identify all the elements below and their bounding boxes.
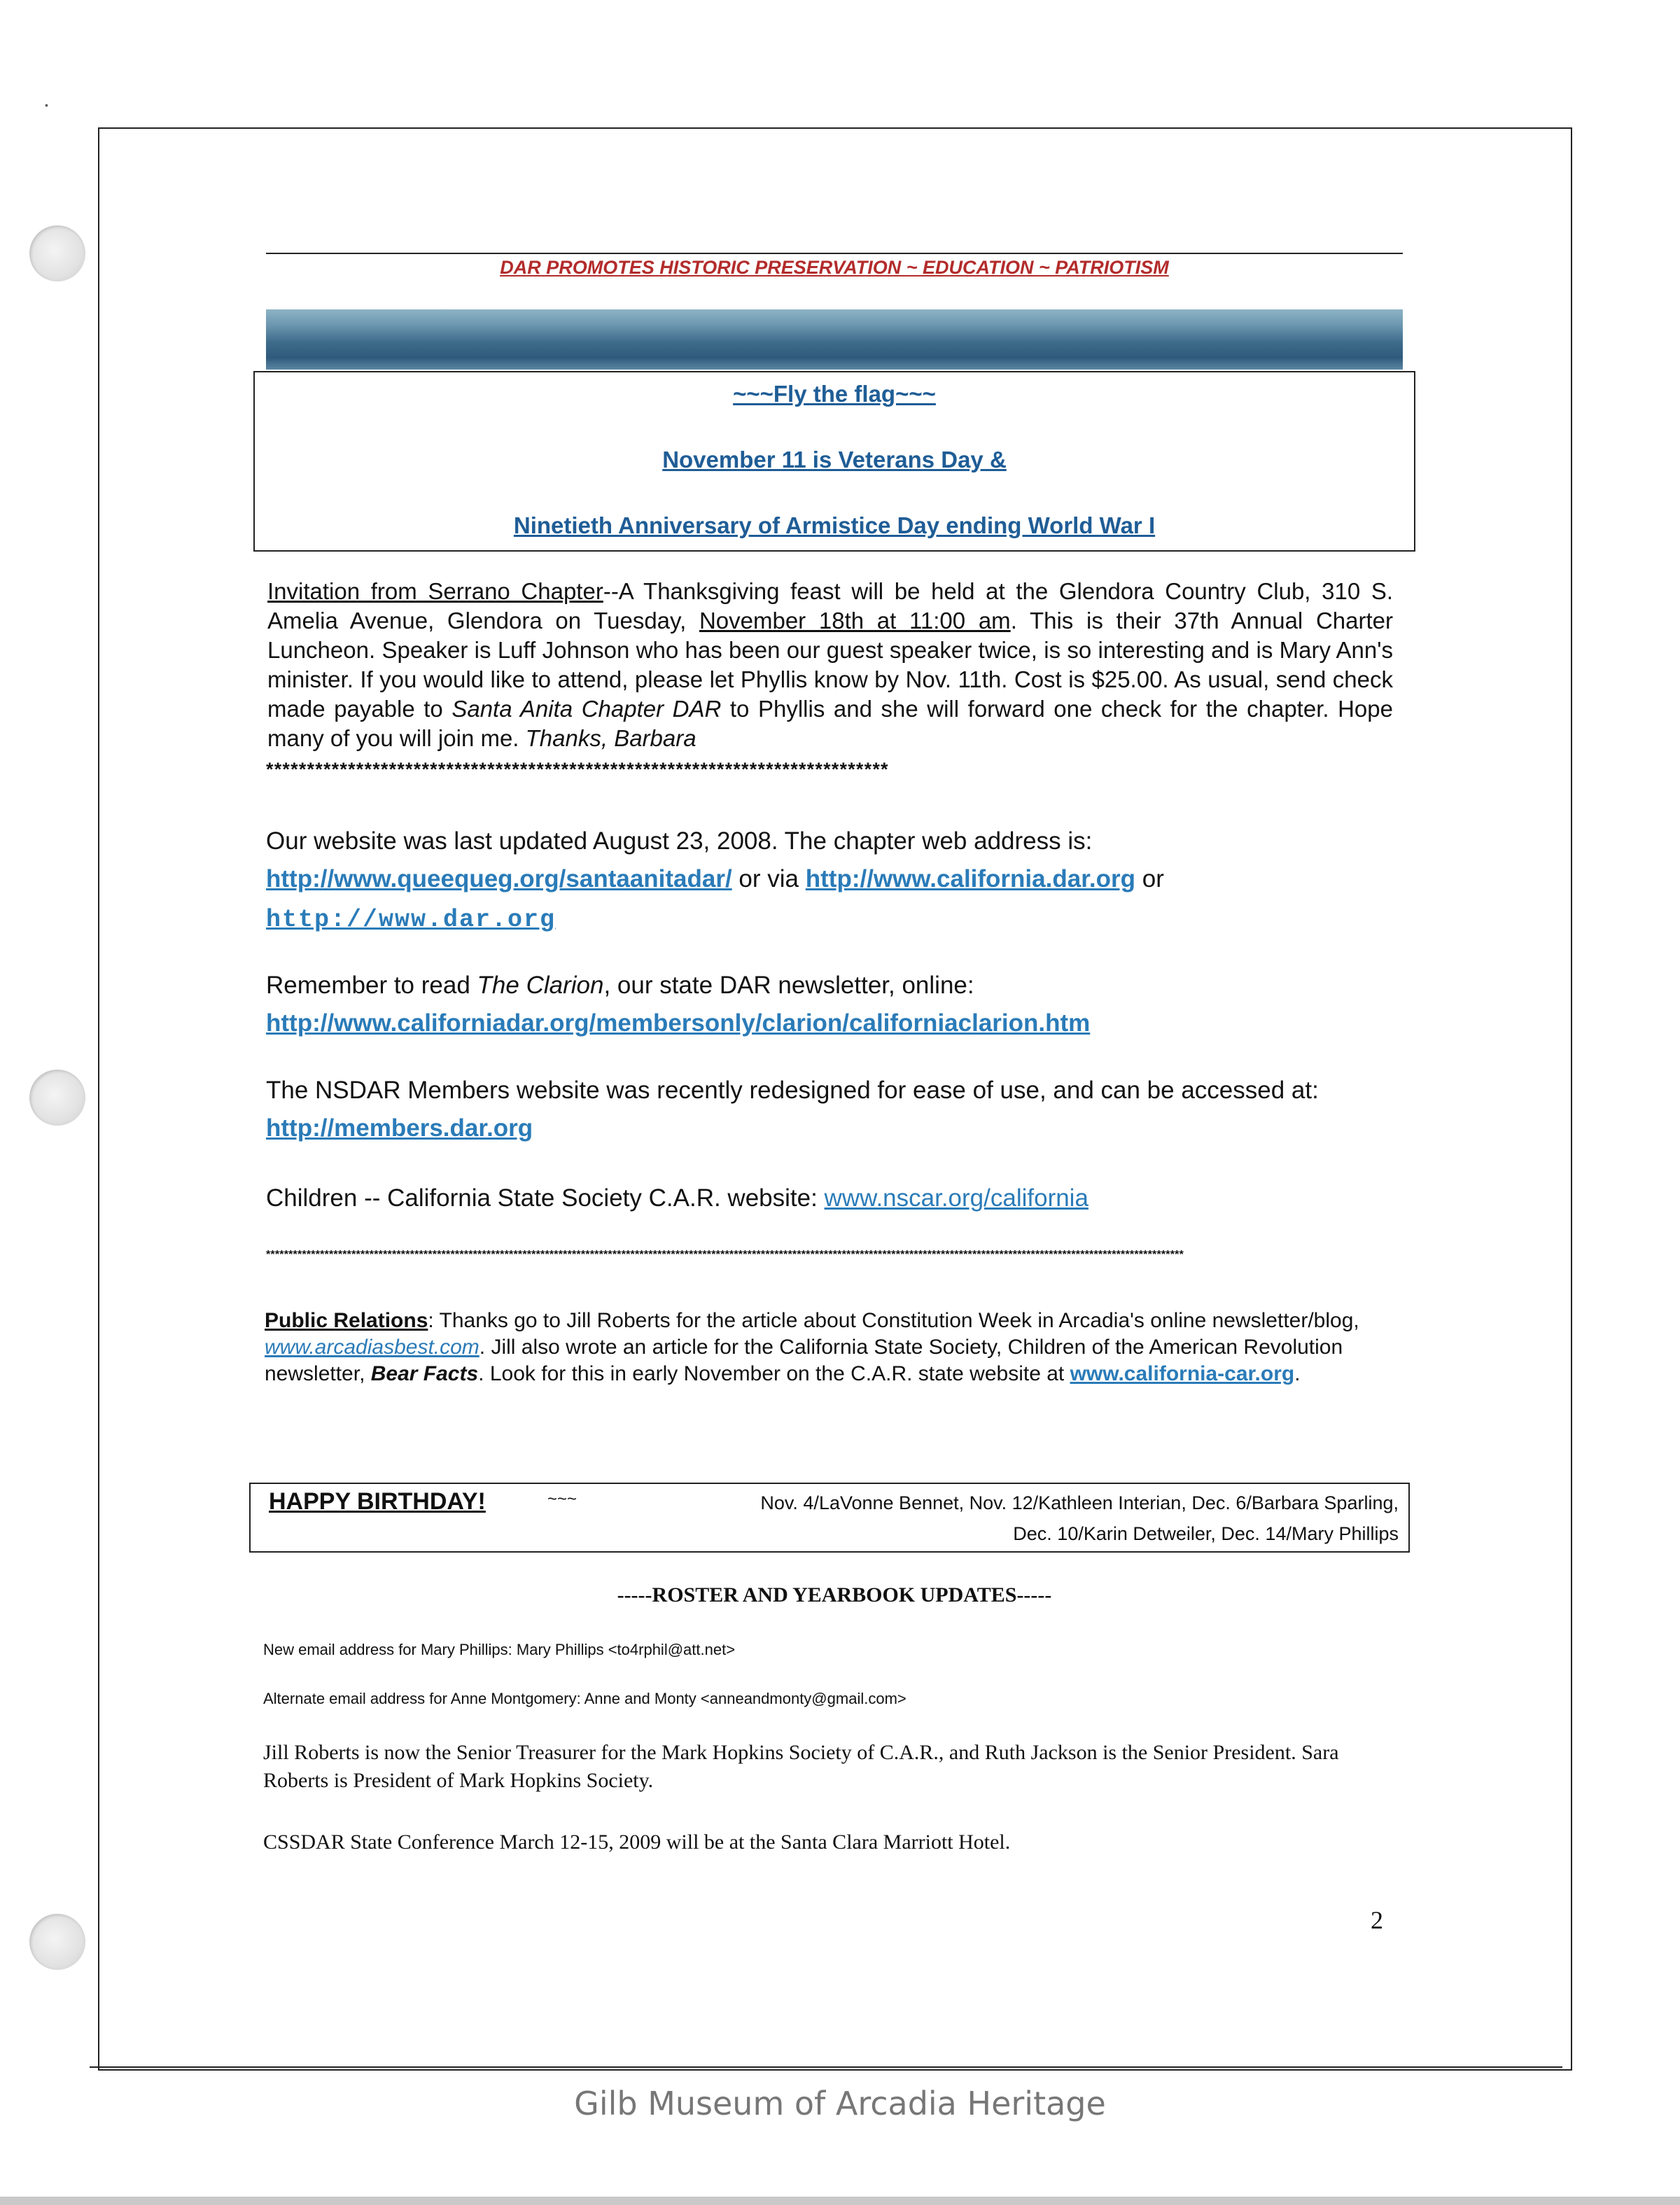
- invitation-text-c: to Phyllis and she will forward one check for the chapter. Hope many of you will join me.: [267, 696, 1393, 751]
- public-relations-heading: Public Relations: [265, 1309, 428, 1332]
- decorative-banner: [266, 309, 1403, 370]
- birthday-box: [249, 1483, 1410, 1553]
- bear-facts-title: Bear Facts: [370, 1362, 479, 1385]
- invitation-payee: Santa Anita Chapter DAR: [451, 696, 722, 722]
- binder-hole-top: [29, 225, 85, 281]
- separator-stars-1: ****************************************************************************: [266, 759, 889, 780]
- roster-title: -----ROSTER AND YEARBOOK UPDATES-----: [617, 1583, 1052, 1606]
- invitation-paragraph: [267, 577, 1393, 753]
- page-number: 2: [1371, 1906, 1383, 1934]
- children-line: [266, 1182, 1088, 1215]
- scan-speck: •: [45, 99, 48, 111]
- armistice-day-line: Ninetieth Anniversary of Armistice Day ending World War I: [513, 512, 1156, 538]
- nsdar-text: The NSDAR Members website was recently redesigned for ease of use, and can be accessed at:: [266, 1077, 1319, 1104]
- roster-note-2: CSSDAR State Conference March 12-15, 2009 will be at the Santa Clara Marriott Hotel.: [263, 1830, 1011, 1854]
- invitation-signoff: Thanks, Barbara: [525, 725, 696, 751]
- chapter-website-link[interactable]: http://www.queequeg.org/santaanitadar/: [266, 865, 732, 892]
- pr-text-d: .: [1294, 1362, 1301, 1385]
- invitation-heading: Invitation from Serrano Chapter: [267, 578, 603, 604]
- separator-stars-2: ************************************************************************************************************************************************************************************************************: [266, 1249, 1184, 1261]
- invitation-text-a: --A Thanksgiving feast will be held at the Glendora Country Club, 310 S. Amelia Avenue, Glendora on Tuesday,: [267, 578, 1394, 634]
- california-car-link[interactable]: www.california-car.org: [1070, 1362, 1295, 1385]
- pr-text-a: : Thanks go to Jill Roberts for the article about Constitution Week in Arcadia's online newsletter/blog,: [428, 1309, 1359, 1332]
- invitation-date: November 18th at 11:00 am: [699, 608, 1011, 634]
- nsdar-members-link[interactable]: http://members.dar.org: [266, 1114, 533, 1142]
- public-relations-paragraph: [265, 1308, 1397, 1387]
- website-links-line: [266, 862, 1164, 896]
- birthday-heading: HAPPY BIRTHDAY!: [269, 1488, 486, 1515]
- veterans-day-line: November 11 is Veterans Day &: [662, 447, 1007, 472]
- nscar-link[interactable]: www.nscar.org/california: [824, 1184, 1088, 1212]
- invitation-text-b: . This is their 37th Annual Charter Luncheon. Speaker is Luff Johnson who has been our guest speaker twice, is so interesting and is Mary Ann's minister. If you would like to attend, please let Phyllis know by Nov. 11th. Cost is $25.00. As usual, send check made payable to: [267, 608, 1393, 722]
- binder-hole-bottom: [29, 1914, 85, 1970]
- or-text: or: [1135, 865, 1164, 892]
- nsdar-link-line: [266, 1112, 533, 1145]
- roster-email-2: Alternate email address for Anne Montgomery: Anne and Monty <anneandmonty@gmail.com>: [263, 1690, 906, 1707]
- children-text: Children -- California State Society C.A.R. website:: [266, 1184, 825, 1212]
- scan-bottom-edge: [0, 2197, 1680, 2205]
- clarion-line: [266, 969, 974, 1002]
- dar-org-link[interactable]: http://www.dar.org: [266, 906, 556, 934]
- pr-text-b: . Jill also wrote an article for the California State Society, Children of the American Revolution newsletter,: [265, 1336, 1343, 1385]
- header-rule: [266, 253, 1403, 254]
- clarion-text-a: Remember to read: [266, 972, 477, 999]
- birthday-tilde: ~~~: [547, 1490, 578, 1508]
- motto-text: DAR PROMOTES HISTORIC PRESERVATION ~ EDUCATION ~ PATRIOTISM: [500, 257, 1169, 278]
- page-frame-bottom-line: [90, 2066, 1562, 2068]
- roster-note-1: Jill Roberts is now the Senior Treasurer for the Mark Hopkins Society of C.A.R., and Ruth Jackson is the Senior President. Sara Roberts is President of Mark Hopkins Society.: [263, 1741, 1339, 1792]
- clarion-text-b: , our state DAR newsletter, online:: [603, 972, 974, 999]
- clarion-title: The Clarion: [477, 972, 604, 999]
- footer-watermark: Gilb Museum of Arcadia Heritage: [574, 2085, 1106, 2122]
- or-via-text: or via: [732, 865, 806, 892]
- binder-hole-middle: [29, 1070, 85, 1126]
- birthday-line-1: Nov. 4/LaVonne Bennet, Nov. 12/Kathleen Interian, Dec. 6/Barbara Sparling,: [760, 1492, 1399, 1513]
- clarion-link[interactable]: http://www.californiadar.org/membersonly/clarion/californiaclarion.htm: [266, 1009, 1091, 1037]
- arcadiasbest-link[interactable]: www.arcadiasbest.com: [265, 1336, 479, 1359]
- dar-link-line: [266, 902, 556, 937]
- birthday-line-2: Dec. 10/Karin Detweiler, Dec. 14/Mary Phillips: [1013, 1523, 1399, 1544]
- california-dar-link[interactable]: http://www.california.dar.org: [805, 865, 1135, 892]
- fly-the-flag-heading: ~~~Fly the flag~~~: [733, 381, 936, 407]
- pr-text-c: . Look for this in early November on the C.A.R. state website at: [478, 1362, 1070, 1385]
- website-intro: Our website was last updated August 23, 2008. The chapter web address is:: [266, 827, 1093, 855]
- fly-the-flag-box: [253, 371, 1415, 552]
- roster-email-1: New email address for Mary Phillips: Mary Phillips <to4rphil@att.net>: [263, 1641, 736, 1658]
- clarion-link-line: [266, 1007, 1090, 1040]
